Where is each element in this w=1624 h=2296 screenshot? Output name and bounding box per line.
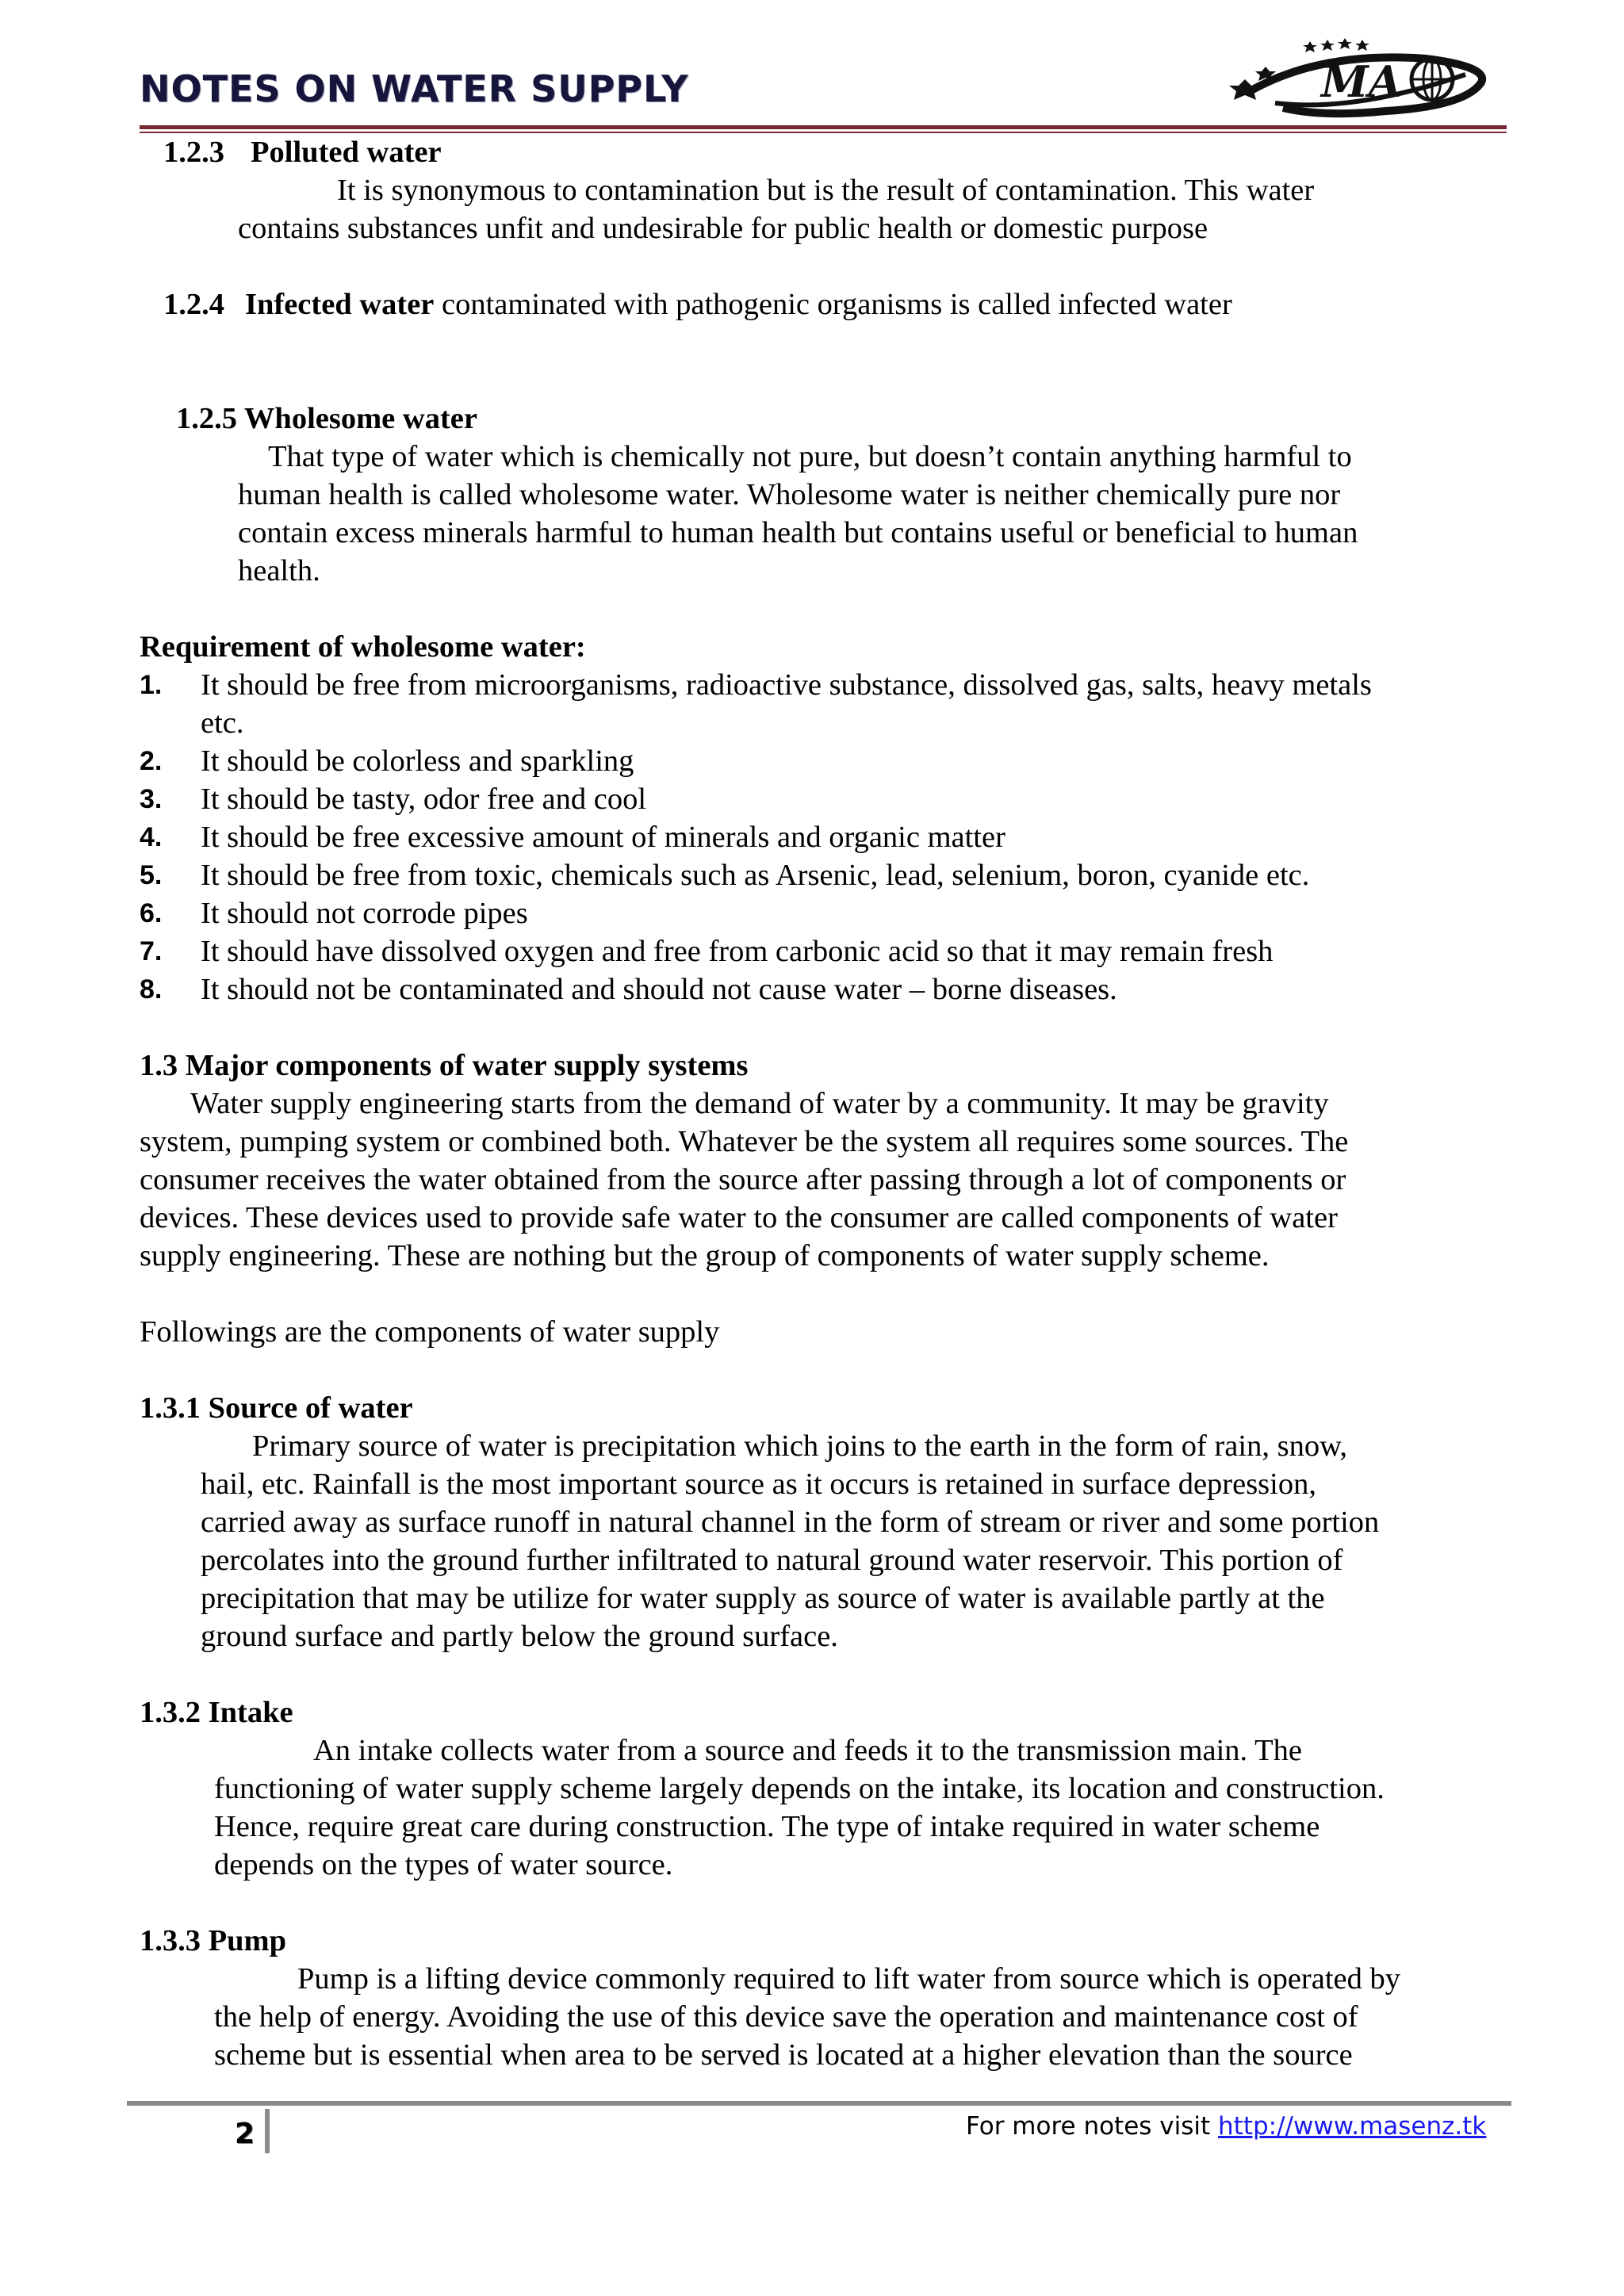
footer-note-text: For more notes visit — [966, 2112, 1219, 2141]
section-1-2-5-line: That type of water which is chemically not pure, but doesn’t contain anything harmful to — [268, 440, 1352, 473]
section-1-2-5-line: contain excess minerals harmful to human health but contains useful or beneficial to human — [238, 516, 1358, 549]
section-1-2-4-title: Infected water — [245, 288, 435, 321]
section-1-3-1-title: 1.3.1 Source of water — [140, 1391, 413, 1425]
list-number: 8. — [140, 974, 163, 1004]
list-number: 1. — [140, 670, 163, 700]
section-1-3-1-line: carried away as surface runoff in natural channel in the form of stream or river and some portion — [201, 1506, 1380, 1539]
section-1-2-3-line: It is synonymous to contamination but is the result of contamination. This water — [337, 174, 1315, 207]
section-1-3-line: supply engineering. These are nothing but the group of components of water supply scheme. — [140, 1239, 1270, 1272]
section-1-2-4 — [163, 285, 1232, 323]
section-1-3-title: 1.3 Major components of water supply systems — [140, 1049, 749, 1082]
section-1-2-4-text: contaminated with pathogenic organisms is called infected water — [434, 288, 1232, 321]
section-1-2-3-number: 1.2.3 — [163, 136, 224, 169]
list-item-continuation: etc. — [201, 706, 244, 740]
section-1-2-4-number: 1.2.4 — [163, 288, 224, 321]
section-1-2-5-line: human health is called wholesome water. Wholesome water is neither chemically pure nor — [238, 478, 1341, 511]
section-1-2-5-title: 1.2.5 Wholesome water — [176, 402, 477, 435]
section-1-3-3-line: the help of energy. Avoiding the use of this device save the operation and maintenance cost of — [214, 2000, 1358, 2034]
section-1-2-3-line: contains substances unfit and undesirable for public health or domestic purpose — [238, 212, 1208, 245]
list-number: 5. — [140, 860, 163, 890]
list-item: It should be free from microorganisms, radioactive substance, dissolved gas, salts, heavy metals — [201, 668, 1372, 702]
section-1-3-line: system, pumping system or combined both. Whatever be the system all requires some sources. The — [140, 1125, 1349, 1158]
footer-note — [966, 2110, 1486, 2142]
logo-star-icon — [1355, 40, 1369, 51]
logo-star-icon — [1320, 40, 1335, 51]
header-rule — [140, 125, 1507, 129]
section-1-2-3-title: Polluted water — [251, 136, 442, 169]
section-1-3-2-line: functioning of water supply scheme largely depends on the intake, its location and construction. — [214, 1772, 1385, 1805]
list-item: It should be colorless and sparkling — [201, 744, 634, 778]
section-1-3-line: consumer receives the water obtained from the source after passing through a lot of components or — [140, 1163, 1346, 1196]
section-1-3-1-line: percolates into the ground further infiltrated to natural ground water reservoir. This portion of — [201, 1544, 1343, 1577]
list-item: It should be free excessive amount of minerals and organic matter — [201, 821, 1005, 854]
section-1-3-1-line: hail, etc. Rainfall is the most important source as it occurs is retained in surface depression, — [201, 1468, 1316, 1501]
list-item: It should be tasty, odor free and cool — [201, 783, 647, 816]
page-number: 2 — [235, 2118, 255, 2150]
section-1-3-1-line: ground surface and partly below the ground surface. — [201, 1620, 838, 1653]
list-item: It should have dissolved oxygen and free from carbonic acid so that it may remain fresh — [201, 935, 1274, 968]
list-number: 6. — [140, 898, 163, 928]
section-1-2-5-line: health. — [238, 554, 320, 587]
section-1-3-2-line: An intake collects water from a source and feeds it to the transmission main. The — [313, 1734, 1302, 1767]
list-item: It should be free from toxic, chemicals such as Arsenic, lead, selenium, boron, cyanide etc. — [201, 859, 1310, 892]
list-number: 7. — [140, 936, 163, 966]
section-1-3-followings: Followings are the components of water supply — [140, 1315, 720, 1349]
list-item: It should not corrode pipes — [201, 897, 528, 930]
logo-star-icon — [1338, 38, 1352, 49]
masenz-logo — [1228, 35, 1497, 127]
document-title: NOTES ON WATER SUPPLY — [140, 67, 689, 110]
list-item: It should not be contaminated and should not cause water – borne diseases. — [201, 973, 1117, 1006]
list-number: 4. — [140, 822, 163, 852]
list-number: 2. — [140, 746, 163, 776]
section-1-3-1-line: precipitation that may be utilize for water supply as source of water is available partly at the — [201, 1582, 1325, 1615]
section-1-3-2-line: Hence, require great care during construction. The type of intake required in water scheme — [214, 1810, 1320, 1843]
requirements-title: Requirement of wholesome water: — [140, 630, 586, 664]
section-1-3-2-title: 1.3.2 Intake — [140, 1696, 293, 1729]
section-1-3-3-line: scheme but is essential when area to be served is located at a higher elevation than the source — [214, 2038, 1353, 2072]
list-number: 3. — [140, 784, 163, 814]
section-1-3-1-line: Primary source of water is precipitation which joins to the earth in the form of rain, snow, — [252, 1429, 1347, 1463]
page-number-divider — [265, 2109, 270, 2153]
section-1-3-3-line: Pump is a lifting device commonly required to lift water from source which is operated by — [297, 1962, 1400, 1996]
section-1-3-line: Water supply engineering starts from the demand of water by a community. It may be gravity — [190, 1087, 1329, 1120]
section-1-3-3-title: 1.3.3 Pump — [140, 1924, 287, 1957]
logo-star-icon — [1303, 41, 1317, 52]
section-1-3-2-line: depends on the types of water source. — [214, 1848, 673, 1881]
logo-text: MA — [1321, 56, 1402, 107]
section-1-3-line: devices. These devices used to provide safe water to the consumer are called components of water — [140, 1201, 1338, 1234]
footer-rule — [127, 2101, 1511, 2106]
footer-website-link[interactable]: http://www.masenz.tk — [1218, 2112, 1487, 2141]
